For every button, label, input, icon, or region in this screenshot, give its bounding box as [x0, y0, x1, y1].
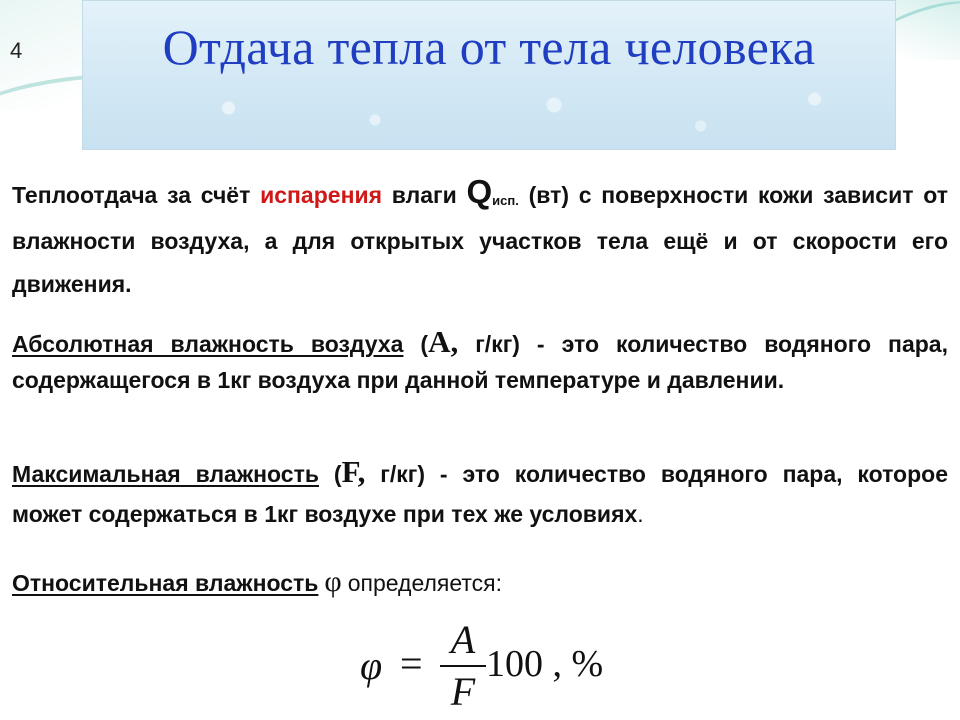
q-subscript: исп.: [492, 193, 519, 208]
paragraph-text: (: [403, 331, 429, 357]
paragraph-text: Теплоотдача за счёт: [12, 182, 261, 208]
symbol-a: А,: [428, 324, 459, 359]
formula-multiplier: 100 , %: [486, 643, 604, 685]
formula-fraction: [438, 612, 488, 720]
slide-title: Отдача тепла от тела человека: [162, 19, 816, 75]
formula-numerator: A: [450, 617, 476, 662]
paragraph-heat-transfer: [12, 170, 948, 306]
relative-humidity-formula: [360, 612, 630, 720]
paragraph-text: г/кг) - это количество водяного пара, содержащегося в 1кг воздуха при данной температуре и давлении.: [12, 331, 948, 393]
term-relative-humidity: Относительная влажность: [12, 570, 319, 596]
paragraph-period: .: [637, 501, 644, 527]
formula-equals: =: [400, 641, 423, 686]
paragraph-text: г/кг) - это количество водяного пара, которое может содержаться в 1кг воздухе при тех же условиях: [12, 461, 948, 527]
formula-denominator: F: [450, 669, 476, 714]
formula-phi: φ: [360, 643, 383, 688]
symbol-phi: φ: [324, 565, 342, 598]
paragraph-relative-humidity: [12, 562, 948, 603]
paragraph-text: определяется:: [347, 570, 503, 596]
fraction-bar: [440, 665, 486, 667]
slide-number: 4: [10, 38, 23, 63]
title-box: [82, 0, 896, 150]
term-absolute-humidity: Абсолютная влажность воздуха: [12, 331, 404, 357]
paragraph-text: влаги: [382, 182, 467, 208]
symbol-f: F,: [341, 454, 366, 489]
paragraph-text: (вт) с поверхности кожи зависит от влажности воздуха, а для открытых участков тела ещё и от скорости его движения.: [12, 182, 948, 297]
paragraph-text: (: [319, 461, 342, 487]
highlight-term: испарения: [260, 182, 383, 208]
q-symbol: Q: [466, 173, 493, 210]
paragraph-absolute-humidity: [12, 324, 948, 398]
paragraph-maximum-humidity: [12, 452, 948, 534]
term-maximum-humidity: Максимальная влажность: [12, 461, 319, 487]
